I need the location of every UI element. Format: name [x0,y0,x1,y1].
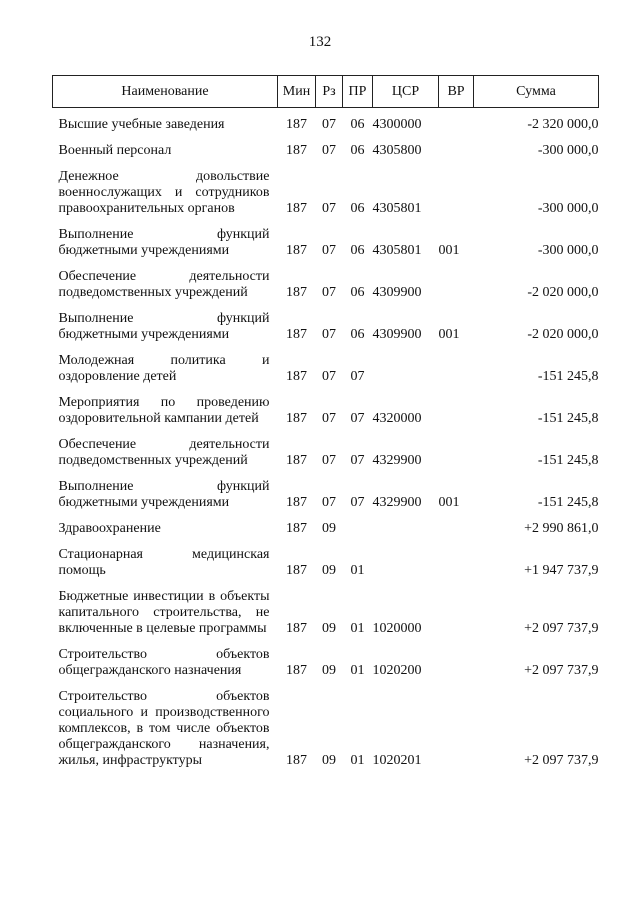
cell-csr [373,511,439,537]
cell-vr: 001 [438,327,460,342]
cell-pr: 07 [350,411,365,426]
cell-min: 187 [286,201,307,216]
table-row [53,679,599,769]
cell-vr [439,427,474,469]
cell-sum: -151 245,8 [537,369,599,384]
cell-name: Высшие учебные заведения [58,117,225,132]
cell-csr: 4305801 [372,201,422,216]
cell-sum: -300 000,0 [537,143,599,158]
cell-csr: 4300000 [372,117,422,132]
cell-sum: +1 947 737,9 [524,563,599,578]
cell-pr [343,511,373,537]
table-row [53,511,599,537]
cell-pr: 07 [350,495,365,510]
cell-rz: 07 [322,495,336,510]
cell-sum: +2 097 737,9 [524,663,599,678]
cell-vr [439,579,474,637]
table-header-row [53,76,599,108]
cell-name: Стационарная медицинская помощь [58,547,270,578]
cell-rz: 07 [322,243,336,258]
cell-min: 187 [286,453,307,468]
cell-pr: 06 [350,117,365,132]
cell-rz: 09 [322,663,336,678]
cell-csr [373,343,439,385]
cell-pr: 07 [350,453,365,468]
cell-vr: 001 [438,495,460,510]
cell-min: 187 [286,117,307,132]
cell-name: Обеспечение деятельности подведомственных учреждений [58,269,270,300]
cell-pr: 01 [350,621,365,636]
cell-pr: 06 [350,201,365,216]
table-row [53,469,599,511]
cell-min: 187 [286,143,307,158]
cell-min: 187 [286,495,307,510]
cell-sum: -2 320 000,0 [527,117,599,132]
table-row [53,343,599,385]
table-row [53,385,599,427]
cell-sum: -2 020 000,0 [527,327,599,342]
table-row [53,637,599,679]
cell-vr [439,511,474,537]
cell-name: Здравоохранение [58,521,161,536]
cell-csr: 4309900 [372,285,422,300]
cell-min: 187 [286,663,307,678]
page-number: 132 [308,34,332,50]
header-pr: ПР [343,76,373,108]
cell-sum: +2 097 737,9 [524,753,599,768]
cell-sum: -151 245,8 [537,453,599,468]
cell-min: 187 [286,369,307,384]
cell-csr: 4320000 [372,411,422,426]
table-row [53,217,599,259]
cell-min: 187 [286,753,307,768]
table-row [53,133,599,159]
cell-name: Мероприятия по проведению оздоровительной кампании детей [58,395,270,426]
cell-min: 187 [286,411,307,426]
cell-vr [439,537,474,579]
table-row [53,427,599,469]
cell-name: Денежное довольствие военнослужащих и сотрудников правоохранительных органов [58,169,270,216]
table-row [53,259,599,301]
table-row [53,579,599,637]
cell-sum: +2 097 737,9 [524,621,599,636]
cell-min: 187 [286,285,307,300]
cell-sum: -300 000,0 [537,201,599,216]
table-row [53,301,599,343]
cell-vr [439,159,474,217]
cell-csr: 4329900 [372,453,422,468]
cell-vr [439,259,474,301]
cell-rz: 07 [322,117,336,132]
cell-vr [439,637,474,679]
cell-min: 187 [286,563,307,578]
cell-name: Военный персонал [58,143,172,158]
cell-sum: -300 000,0 [537,243,599,258]
cell-name: Выполнение функций бюджетными учреждениями [58,311,270,342]
cell-pr: 06 [350,327,365,342]
cell-min: 187 [286,621,307,636]
cell-vr [439,133,474,159]
cell-name: Обеспечение деятельности подведомственных учреждений [58,437,270,468]
header-name: Наименование [53,76,278,108]
cell-name: Бюджетные инвестиции в объекты капитального строительства, не включенные в целевые программы [58,589,270,636]
cell-pr: 07 [350,369,365,384]
cell-csr: 4329900 [372,495,422,510]
cell-vr: 001 [438,243,460,258]
cell-rz: 07 [322,369,336,384]
header-sum: Сумма [474,76,599,108]
cell-csr: 4305801 [372,243,422,258]
cell-pr: 01 [350,753,365,768]
cell-name: Выполнение функций бюджетными учреждениями [58,479,270,510]
cell-csr: 4305800 [372,143,422,158]
table-body [53,108,599,770]
cell-csr: 1020200 [372,663,422,678]
cell-csr: 1020201 [372,753,422,768]
header-vr: ВР [439,76,474,108]
cell-vr [439,385,474,427]
cell-vr [439,679,474,769]
header-min: Мин [278,76,316,108]
table-row [53,108,599,134]
cell-rz: 09 [322,621,336,636]
cell-sum: -151 245,8 [537,495,599,510]
cell-name: Выполнение функций бюджетными учреждениями [58,227,270,258]
cell-name: Строительство объектов социального и производственного комплексов, в том числе объектов общегражданского назначения, жилья, инфраструктуры [58,689,270,768]
table-row [53,537,599,579]
cell-rz: 07 [322,411,336,426]
cell-name: Молодежная политика и оздоровление детей [58,353,270,384]
cell-pr: 06 [350,285,365,300]
cell-rz: 09 [322,521,336,536]
cell-pr: 06 [350,143,365,158]
cell-rz: 09 [322,563,336,578]
cell-vr [439,108,474,134]
cell-min: 187 [286,327,307,342]
cell-sum: +2 990 861,0 [524,521,599,536]
cell-pr: 01 [350,663,365,678]
header-rz: Рз [316,76,343,108]
header-csr: ЦСР [373,76,439,108]
cell-vr [439,343,474,385]
cell-csr: 4309900 [372,327,422,342]
cell-rz: 07 [322,327,336,342]
cell-rz: 07 [322,453,336,468]
cell-rz: 09 [322,753,336,768]
budget-table [52,75,599,769]
cell-min: 187 [286,243,307,258]
cell-sum: -2 020 000,0 [527,285,599,300]
cell-rz: 07 [322,201,336,216]
cell-rz: 07 [322,143,336,158]
cell-csr [373,537,439,579]
cell-csr: 1020000 [372,621,422,636]
cell-rz: 07 [322,285,336,300]
cell-name: Строительство объектов общегражданского назначения [58,647,270,678]
cell-min: 187 [286,521,307,536]
cell-pr: 06 [350,243,365,258]
table-row [53,159,599,217]
cell-sum: -151 245,8 [537,411,599,426]
cell-pr: 01 [350,563,365,578]
